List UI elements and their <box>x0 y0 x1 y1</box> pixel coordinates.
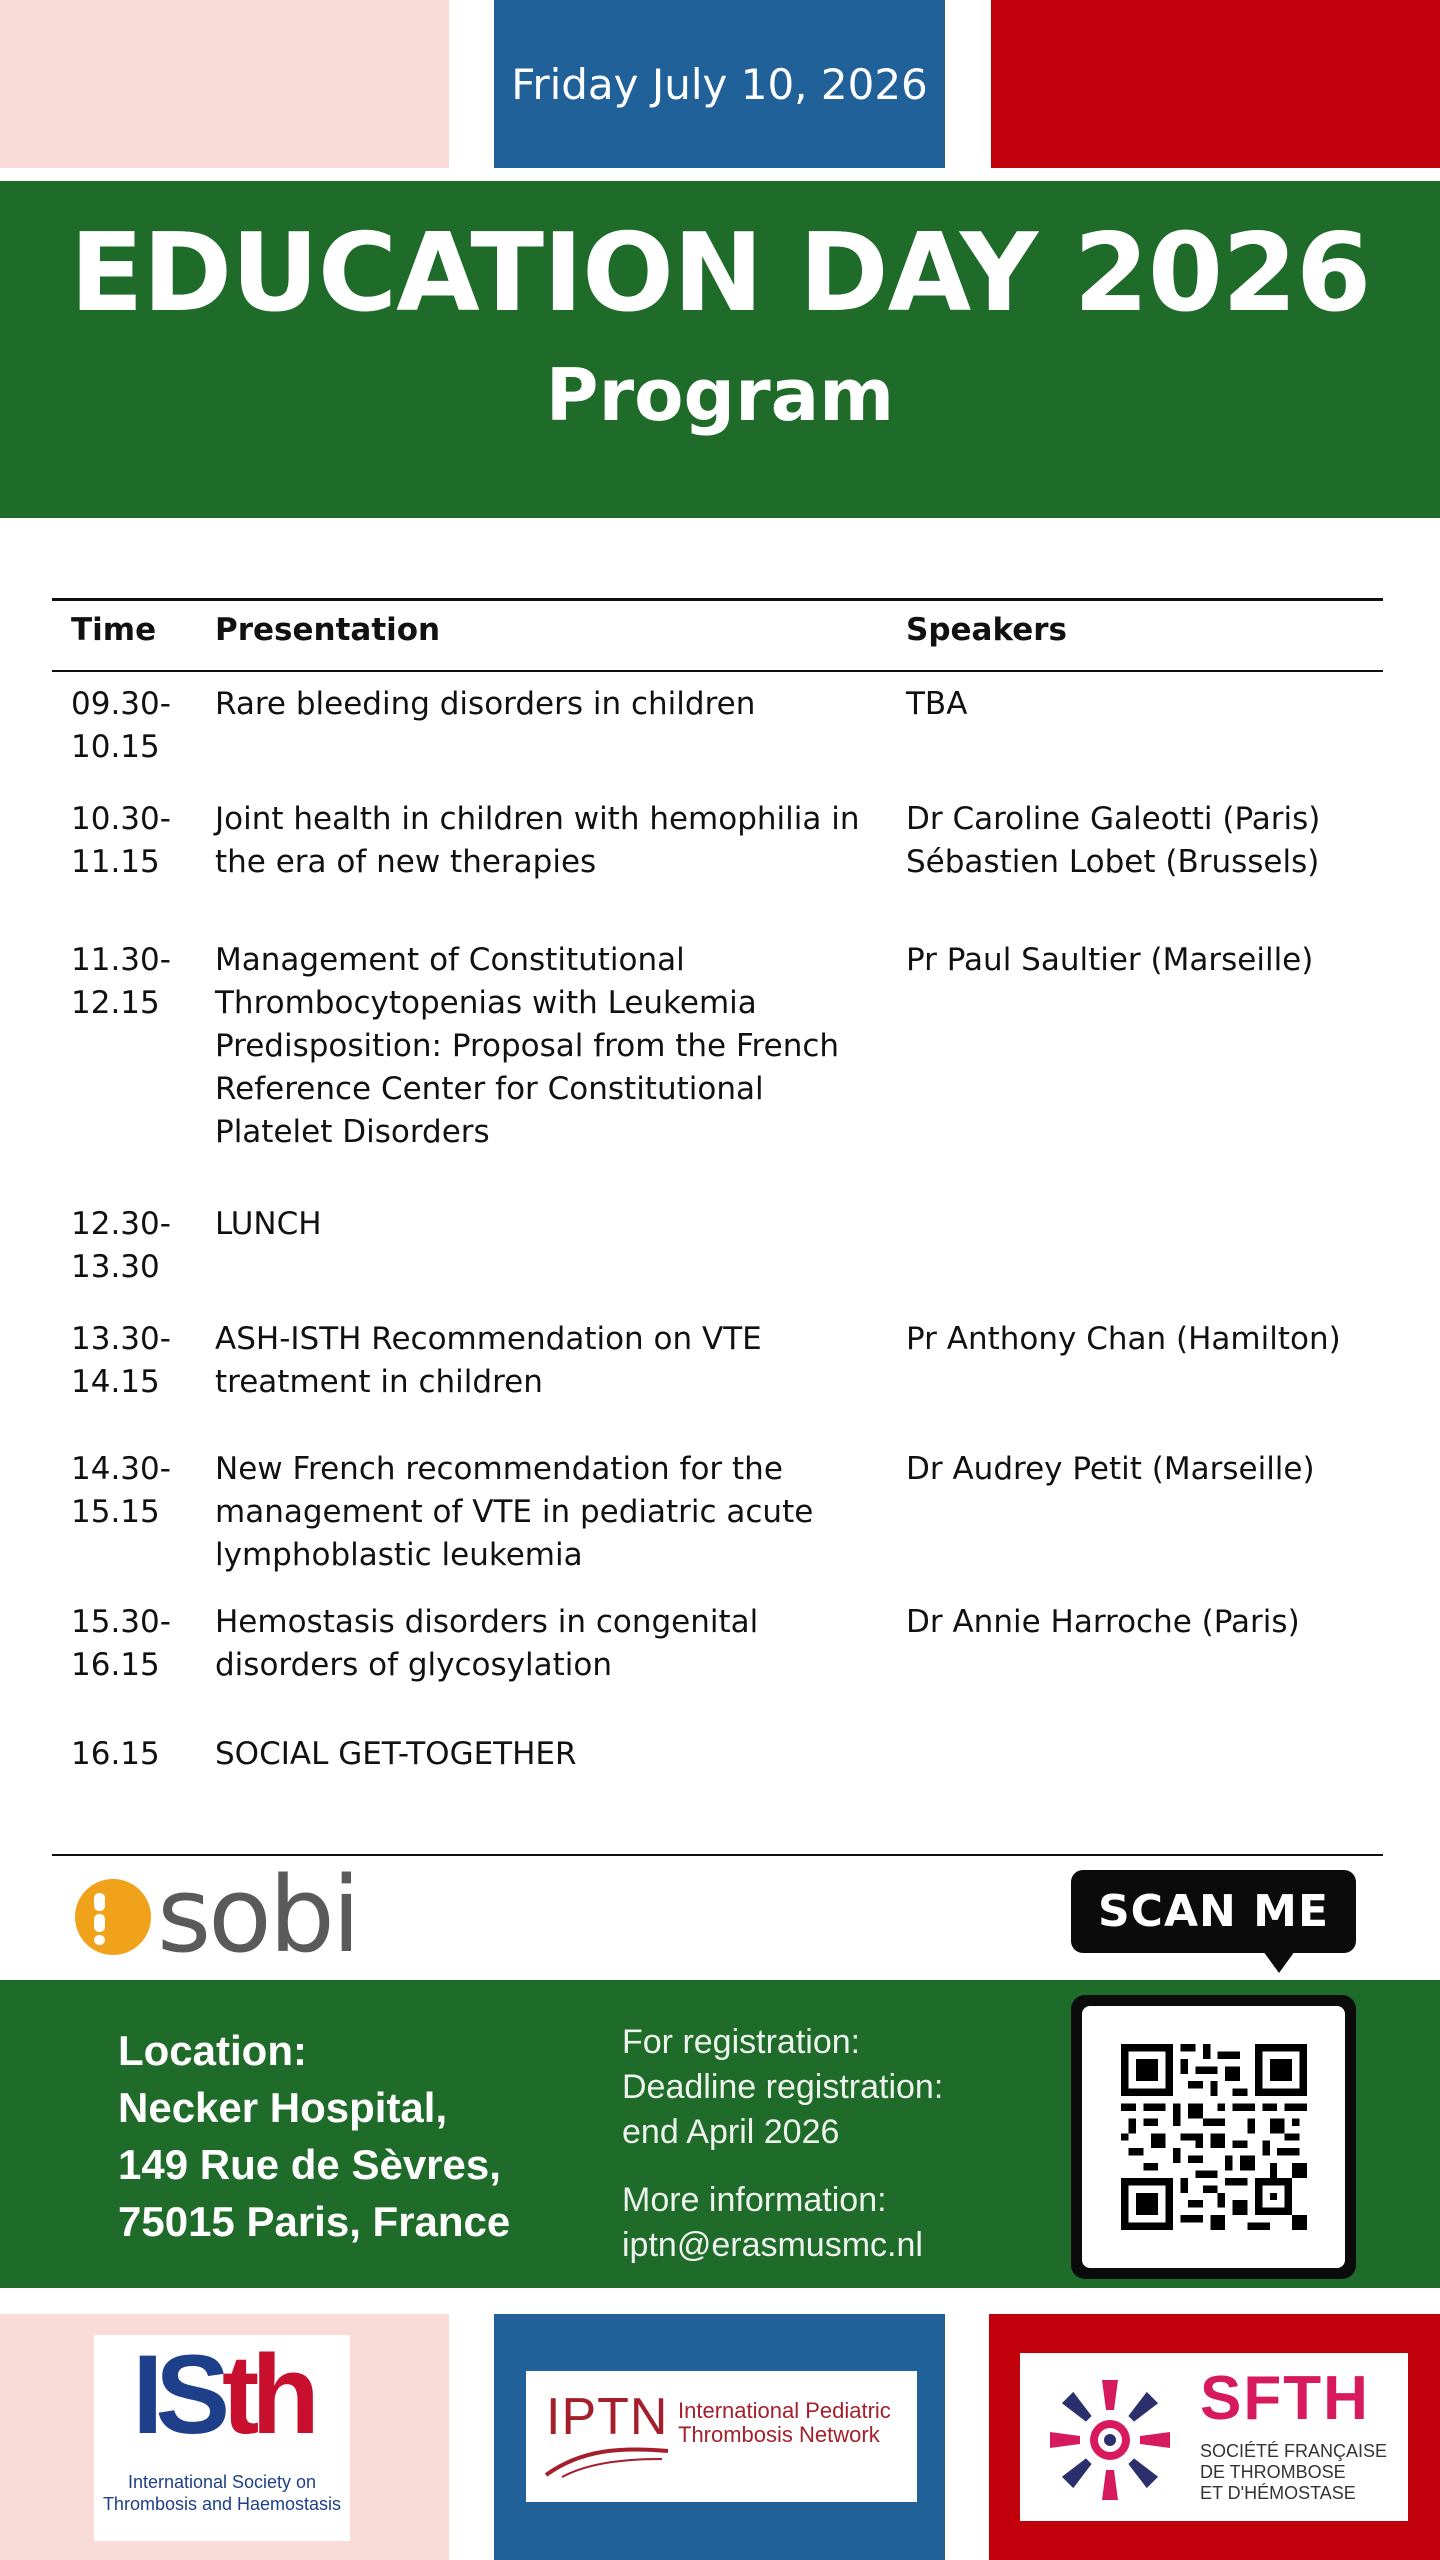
row-4-presentation: LUNCH <box>215 1206 322 1242</box>
event-date: Friday July 10, 2026 <box>511 59 928 109</box>
qr-code[interactable] <box>1071 1995 1356 2279</box>
sobi-logo <box>75 1854 395 1976</box>
row-7-time: 15.30- 16.15 <box>71 1604 171 1683</box>
column-header-speakers: Speakers <box>906 612 1068 648</box>
row-6-time: 14.30- 15.15 <box>71 1451 171 1530</box>
row-8-time: 16.15 <box>71 1736 160 1772</box>
row-1-presentation: Rare bleeding disorders in children <box>215 686 756 722</box>
event-subtitle: Program <box>545 353 895 437</box>
sfth-name: SOCIÉTÉ FRANÇAISE DE THROMBOSE ET D'HÉMOSTASE <box>1200 2441 1388 2503</box>
row-7-speakers: Dr Annie Harroche (Paris) <box>906 1604 1300 1640</box>
location-city: 75015 Paris, France <box>118 2198 511 2245</box>
registration-deadline-value: end April 2026 <box>622 2113 840 2151</box>
row-3-time: 11.30- 12.15 <box>71 942 171 1021</box>
row-3-speakers: Pr Paul Saultier (Marseille) <box>906 942 1314 978</box>
row-1-speakers: TBA <box>906 686 968 722</box>
row-2-time: 10.30- 11.15 <box>71 801 171 880</box>
scan-me-label: SCAN ME <box>1071 1870 1356 1953</box>
sfth-acronym: SFTH <box>1200 2364 1370 2433</box>
iptn-logo <box>526 2371 917 2502</box>
row-5-speakers: Pr Anthony Chan (Hamilton) <box>906 1321 1341 1357</box>
row-8-presentation: SOCIAL GET-TOGETHER <box>215 1736 577 1772</box>
row-6-presentation: New French recommendation for the management of VTE in pediatric acute lymphoblastic leukemia <box>215 1451 814 1573</box>
more-info-block <box>622 2178 923 2268</box>
row-7-presentation: Hemostasis disorders in congenital disorders of glycosylation <box>215 1604 759 1683</box>
sobi-logo-mark <box>75 1879 151 1955</box>
registration-deadline-label: Deadline registration: <box>622 2068 944 2106</box>
location-street: 149 Rue de Sèvres, <box>118 2141 501 2188</box>
registration-heading: For registration: <box>622 2023 861 2061</box>
header-banner <box>0 181 1440 518</box>
scan-me-pointer <box>1263 1951 1295 1973</box>
row-2-presentation: Joint health in children with hemophilia in the era of new therapies <box>215 801 860 880</box>
sfth-emblem-icon <box>1040 2375 1180 2505</box>
column-header-time: Time <box>71 612 157 648</box>
top-band-red <box>991 0 1440 168</box>
sfth-logo <box>1020 2353 1408 2521</box>
table-header-rule <box>52 670 1383 672</box>
qr-code-icon <box>1120 2044 1308 2230</box>
registration-block <box>622 2020 943 2155</box>
sobi-wordmark: sobi <box>157 1854 358 1976</box>
isth-name: International Society on Thrombosis and Haemostasis <box>102 2472 342 2514</box>
row-4-time: 12.30- 13.30 <box>71 1206 171 1285</box>
contact-email[interactable]: iptn@erasmusmc.nl <box>622 2226 923 2264</box>
iptn-acronym: IPTN <box>546 2388 669 2446</box>
event-title: EDUCATION DAY 2026 <box>69 211 1371 336</box>
row-1-time: 09.30- 10.15 <box>71 686 171 765</box>
row-6-speakers: Dr Audrey Petit (Marseille) <box>906 1451 1315 1487</box>
iptn-swoosh-icon <box>542 2441 672 2481</box>
more-info-heading: More information: <box>622 2181 887 2219</box>
isth-logo: ISth International Society on Thrombosis and Haemostasis <box>94 2335 350 2541</box>
iptn-name: International Pediatric Thrombosis Network <box>678 2398 891 2447</box>
location-block <box>118 2022 510 2250</box>
table-top-rule <box>52 598 1383 601</box>
column-header-presentation: Presentation <box>215 612 441 648</box>
row-2-speakers: Dr Caroline Galeotti (Paris) Sébastien Lobet (Brussels) <box>906 801 1321 880</box>
row-3-presentation: Management of Constitutional Thrombocytopenias with Leukemia Predisposition: Proposal from the French Reference Center for Constitutional Platelet Disorders <box>215 942 840 1150</box>
row-5-presentation: ASH-ISTH Recommendation on VTE treatment in children <box>215 1321 762 1400</box>
top-band-pink <box>0 0 449 168</box>
location-heading: Location: <box>118 2027 307 2074</box>
location-venue: Necker Hospital, <box>118 2084 448 2131</box>
row-5-time: 13.30- 14.15 <box>71 1321 171 1400</box>
